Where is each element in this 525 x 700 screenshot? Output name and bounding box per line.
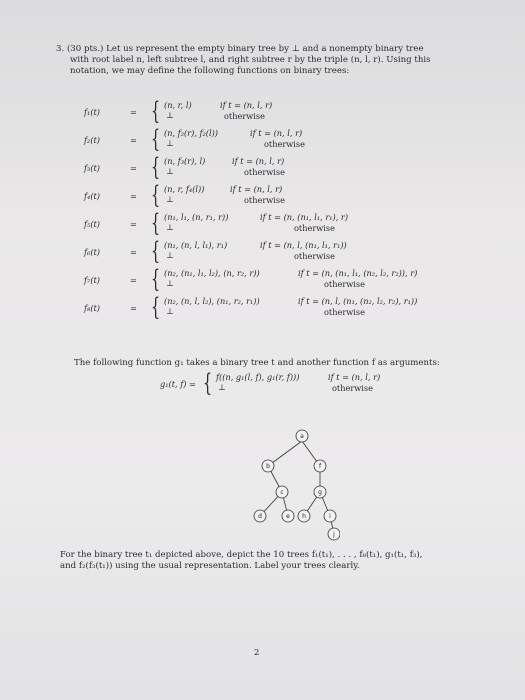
- def-lhs: f₂(t): [84, 135, 100, 145]
- problem-number: 3.: [56, 44, 65, 54]
- g1-case2: ⊥: [218, 382, 226, 392]
- node-label-a: a: [300, 433, 304, 440]
- brace: {: [151, 237, 161, 265]
- def-case2: ⊥: [166, 306, 174, 316]
- brace: {: [151, 265, 161, 293]
- binary-tree-t1: [220, 424, 340, 542]
- def-cond1: if t = (n, l, (n₁, (n₂, l₂, r₂), r₁)): [298, 296, 418, 306]
- definition-f5: [84, 209, 484, 240]
- def-case1: (n, r, l): [164, 100, 192, 110]
- problem-line-1: [56, 44, 486, 55]
- def-case1: (n₂, (n, l, l₂), (n₁, r₂, r₁)): [164, 296, 260, 306]
- node-label-i: i: [329, 513, 331, 520]
- def-case2: ⊥: [166, 250, 174, 260]
- equals-sign: =: [130, 191, 137, 201]
- question-text: [60, 550, 480, 572]
- def-cond2: otherwise: [294, 223, 335, 233]
- node-label-j: j: [333, 531, 335, 538]
- problem-text-3: notation, we may define the following functions on binary trees:: [70, 66, 350, 76]
- g1-cond2: otherwise: [332, 383, 373, 393]
- def-cond1: if t = (n, l, r): [232, 156, 285, 166]
- definition-f6: [84, 237, 484, 268]
- def-lhs: f₅(t): [84, 219, 100, 229]
- def-cond2: otherwise: [224, 111, 265, 121]
- def-case2: ⊥: [166, 194, 174, 204]
- def-cond1: if t = (n, (n₁, l₁, (n₂, l₂, r₂)), r): [298, 268, 418, 278]
- node-label-g: g: [318, 489, 322, 496]
- node-label-f: f: [318, 463, 322, 470]
- def-lhs: f₇(t): [84, 275, 100, 285]
- definition-f7: [84, 265, 484, 296]
- def-case2: ⊥: [166, 138, 174, 148]
- def-cond2: otherwise: [244, 195, 285, 205]
- problem-statement: [56, 44, 486, 77]
- def-case1: (n, f₃(r), l): [164, 156, 206, 166]
- node-label-c: c: [280, 489, 284, 496]
- definition-f3: [84, 153, 484, 184]
- def-cond2: otherwise: [324, 307, 365, 317]
- brace: {: [151, 125, 161, 153]
- def-case1: (n, f₂(r), f₂(l)): [164, 128, 219, 138]
- problem-text-1: Let us represent the empty binary tree by ⊥ and a nonempty binary tree: [106, 44, 424, 54]
- problem-points: (30 pts.): [66, 44, 104, 54]
- def-lhs: f₈(t): [84, 303, 100, 313]
- equals-sign: =: [130, 219, 137, 229]
- def-lhs: f₄(t): [84, 191, 100, 201]
- definition-f2: [84, 125, 484, 156]
- def-lhs: f₁(t): [84, 107, 100, 117]
- def-case2: ⊥: [166, 166, 174, 176]
- question-line-1: For the binary tree t₁ depicted above, depict the 10 trees f₁(t₁), . . . , f₈(t₁), g₁(t₁, f₃),: [60, 550, 423, 560]
- equals-sign: =: [130, 107, 137, 117]
- def-cond2: otherwise: [244, 167, 285, 177]
- node-label-h: h: [302, 513, 306, 520]
- brace: {: [151, 97, 161, 125]
- g1-definition: [160, 369, 460, 402]
- g1-lhs: g₁(t, f) =: [160, 379, 196, 389]
- function-definitions: [84, 97, 484, 324]
- def-cond1: if t = (n, (n₁, l₁, r₁), r): [260, 212, 349, 222]
- question-line-2: and f₂(f₃(t₁)) using the usual representation. Label your trees clearly.: [60, 561, 360, 571]
- definition-f1: [84, 97, 484, 128]
- equals-sign: =: [130, 135, 137, 145]
- page-number: 2: [254, 648, 260, 658]
- def-cond1: if t = (n, l, r): [220, 100, 273, 110]
- brace: {: [151, 153, 161, 181]
- def-cond2: otherwise: [264, 139, 305, 149]
- equals-sign: =: [130, 247, 137, 257]
- g1-case1: f((n, g₁(l, f), g₁(r, f))): [216, 372, 300, 382]
- def-case1: (n, r, f₄(l)): [164, 184, 205, 194]
- brace: {: [151, 293, 161, 321]
- brace: {: [203, 369, 213, 397]
- def-cond1: if t = (n, l, r): [250, 128, 303, 138]
- brace: {: [151, 181, 161, 209]
- equals-sign: =: [130, 163, 137, 173]
- node-label-b: b: [266, 463, 270, 470]
- equals-sign: =: [130, 303, 137, 313]
- def-cond2: otherwise: [324, 279, 365, 289]
- def-cond1: if t = (n, l, r): [230, 184, 283, 194]
- def-cond2: otherwise: [294, 251, 335, 261]
- node-label-e: e: [286, 513, 290, 520]
- definition-f8: [84, 293, 484, 324]
- node-label-d: d: [258, 513, 262, 520]
- definition-f4: [84, 181, 484, 212]
- equals-sign: =: [130, 275, 137, 285]
- problem-text-2: with root label n, left subtree l, and right subtree r by the triple (n, l, r). Using this: [70, 55, 431, 65]
- def-lhs: f₆(t): [84, 247, 100, 257]
- def-case1: (n₁, (n, l, l₁), r₁): [164, 240, 228, 250]
- def-lhs: f₃(t): [84, 163, 100, 173]
- g1-intro-text: The following function g₁ takes a binary tree t and another function f as arguments:: [74, 358, 440, 368]
- def-case1: (n₁, l₁, (n, r₁, r)): [164, 212, 229, 222]
- def-case1: (n₂, (n₁, l₁, l₂), (n, r₂, r)): [164, 268, 260, 278]
- def-case2: ⊥: [166, 222, 174, 232]
- def-cond1: if t = (n, l, (n₁, l₁, r₁)): [260, 240, 347, 250]
- def-case2: ⊥: [166, 110, 174, 120]
- def-case2: ⊥: [166, 278, 174, 288]
- brace: {: [151, 209, 161, 237]
- g1-cond1: if t = (n, l, r): [328, 372, 381, 382]
